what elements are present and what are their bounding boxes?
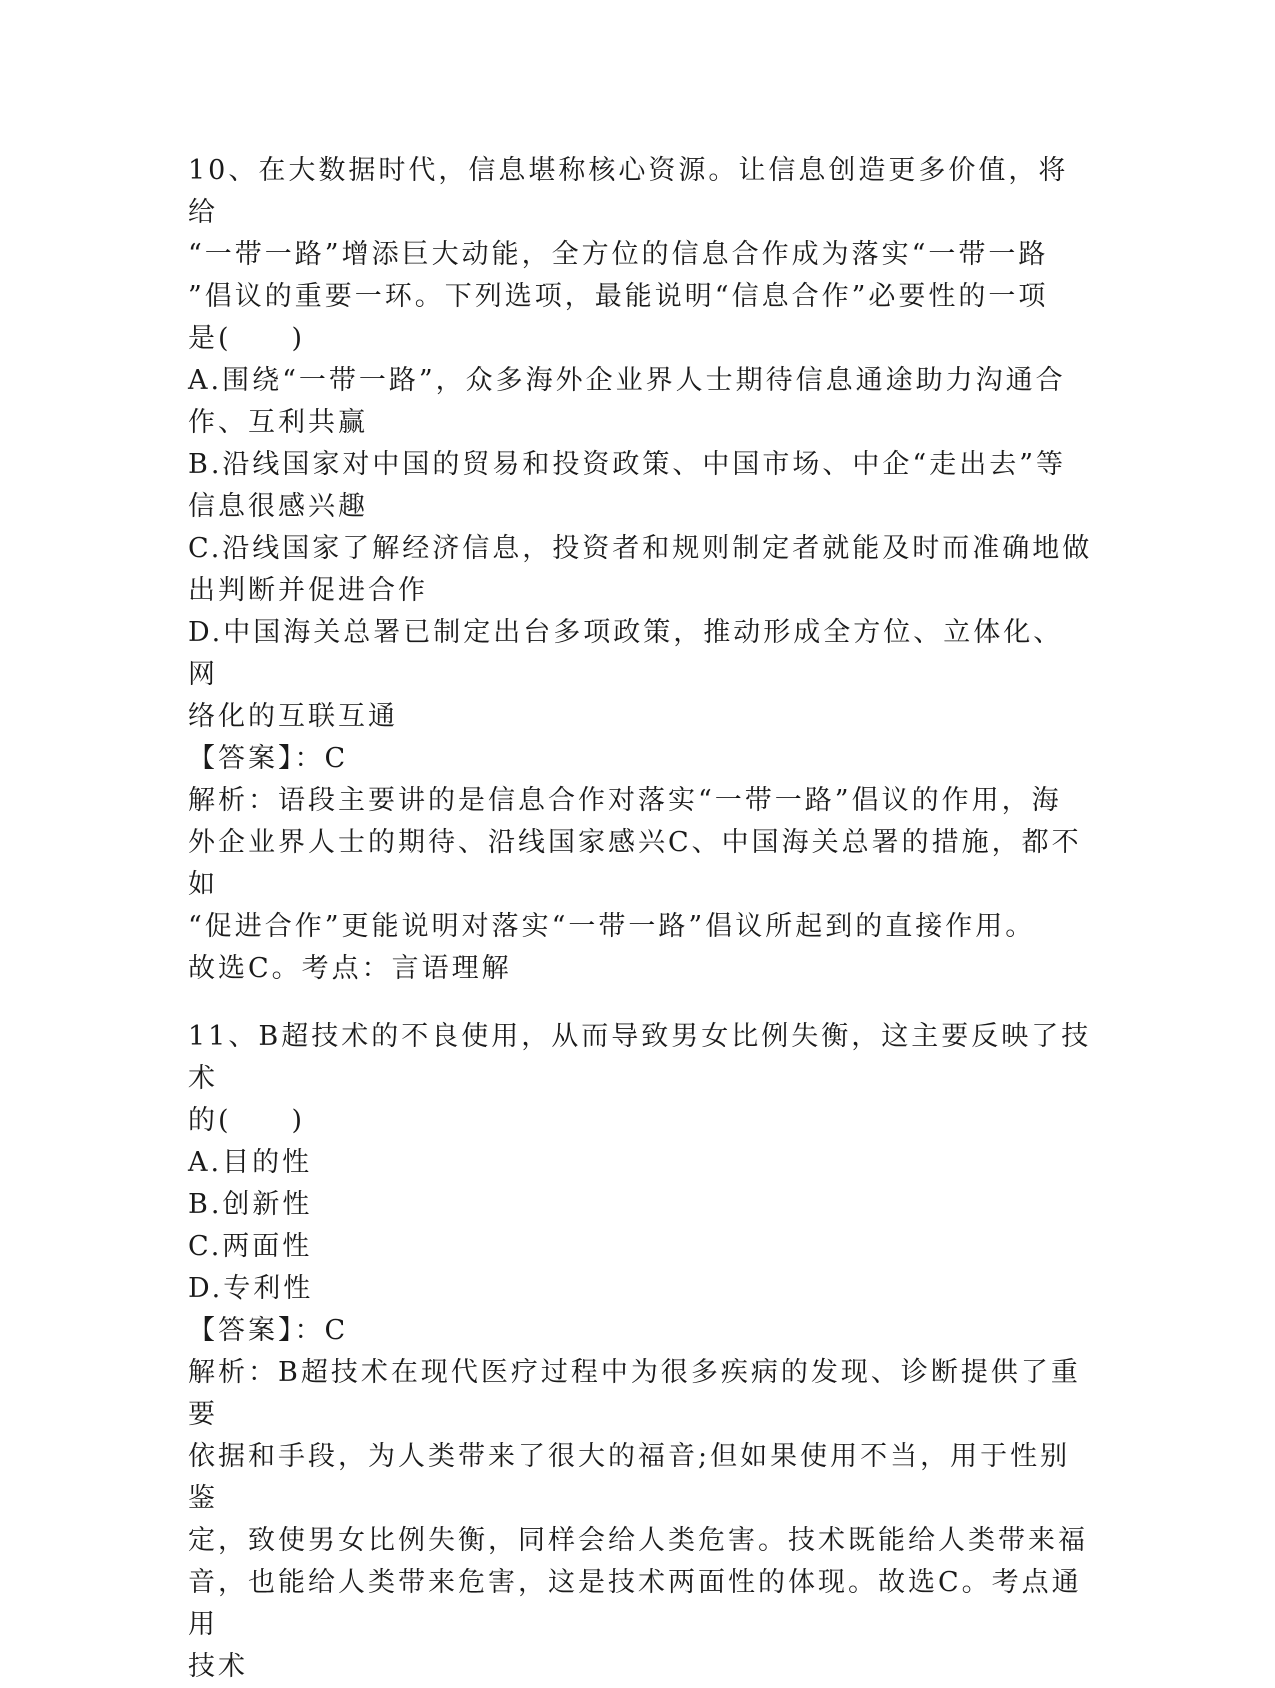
question-10-stem-line: “一带一路”增添巨大动能，全方位的信息合作成为落实“一带一路 [188,239,1049,270]
question-11-answer: 【答案】：C [188,1315,349,1346]
question-10-stem-line: 是( ) [188,323,306,354]
question-10-option-a-line: A.围绕“一带一路”，众多海外企业界人士期待信息通途助力沟通合 [188,365,1066,396]
question-10-option-a-line: 作、互利共赢 [188,407,368,438]
question-10-analysis-line: 外企业界人士的期待、沿线国家感兴C、中国海关总署的措施，都不如 [188,827,1082,900]
question-10-analysis-line: 故选C。考点：言语理解 [188,953,512,984]
question-10-answer: 【答案】：C [188,743,349,774]
question-11-option-c: C.两面性 [188,1231,313,1262]
question-10-option-c-line: 出判断并促进合作 [188,575,428,606]
question-10-option-b-line: 信息很感兴趣 [188,491,368,522]
question-10-option-d-line: 络化的互联互通 [188,701,398,732]
question-10-stem-line: ”倡议的重要一环。下列选项，最能说明“信息合作”必要性的一项 [188,281,1049,312]
question-10-analysis-line: 解析：语段主要讲的是信息合作对落实“一带一路”倡议的作用，海 [188,785,1062,816]
question-11-stem-line: 的( ) [188,1105,306,1136]
question-10-analysis-line: “促进合作”更能说明对落实“一带一路”倡议所起到的直接作用。 [188,911,1036,942]
question-11-option-d: D.专利性 [188,1273,314,1304]
question-11-stem-line: 11、B超技术的不良使用，从而导致男女比例失衡，这主要反映了技术 [188,1021,1092,1094]
question-10-option-b-line: B.沿线国家对中国的贸易和投资政策、中国市场、中企“走出去”等 [188,449,1067,480]
document-page [188,150,1093,1688]
question-11-option-a: A.目的性 [188,1147,313,1178]
question-10-option-d-line: D.中国海关总署已制定出台多项政策，推动形成全方位、立体化、网 [188,617,1064,690]
question-10-stem-line: 10、在大数据时代，信息堪称核心资源。让信息创造更多价值，将给 [188,155,1069,228]
question-10-option-c-line: C.沿线国家了解经济信息，投资者和规则制定者就能及时而准确地做 [188,533,1093,564]
question-11-option-b: B.创新性 [188,1189,313,1220]
question-11-analysis-line: 解析：B超技术在现代医疗过程中为很多疾病的发现、诊断提供了重要 [188,1357,1081,1430]
question-11-analysis-line: 技术 [188,1651,248,1682]
question-11-analysis-line: 依据和手段，为人类带来了很大的福音;但如果使用不当，用于性别鉴 [188,1441,1071,1514]
question-10 [188,150,1093,990]
question-11-analysis-line: 音，也能给人类带来危害，这是技术两面性的体现。故选C。考点通用 [188,1567,1082,1640]
question-11-analysis-line: 定，致使男女比例失衡，同样会给人类危害。技术既能给人类带来福 [188,1525,1088,1556]
question-11 [188,1016,1093,1688]
